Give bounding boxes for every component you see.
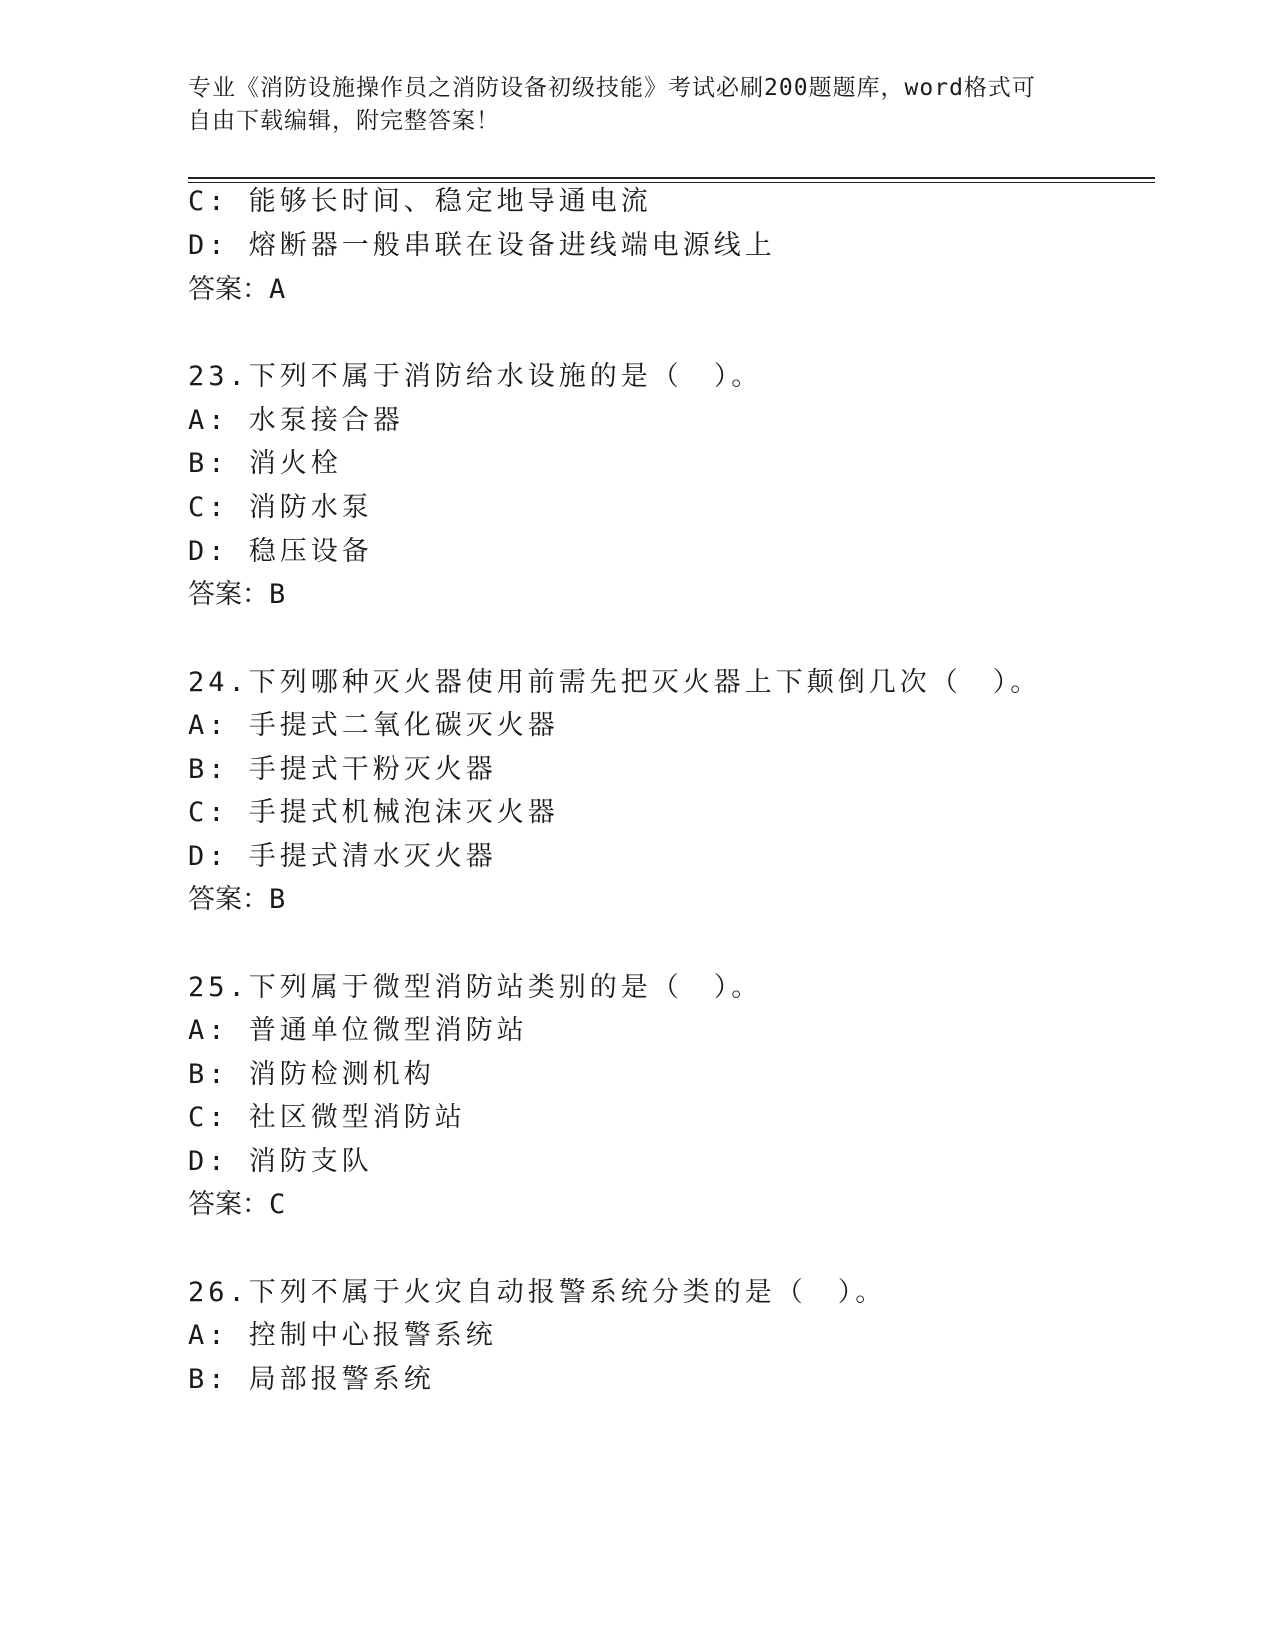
q25-option-b: B: 消防检测机构 bbox=[188, 1059, 435, 1090]
q25-option-c: C: 社区微型消防站 bbox=[188, 1102, 466, 1133]
q23-option-c: C: 消防水泵 bbox=[188, 492, 373, 523]
header-divider-thick bbox=[188, 177, 1155, 179]
q24-stem: 24.下列哪种灭火器使用前需先把灭火器上下颠倒几次（ ）。 bbox=[188, 667, 1042, 698]
q24-option-b: B: 手提式干粉灭火器 bbox=[188, 754, 497, 785]
q24-option-d: D: 手提式清水灭火器 bbox=[188, 841, 497, 872]
answer-label: 答案： bbox=[188, 274, 269, 305]
answer-label: 答案： bbox=[188, 884, 269, 915]
q23-option-d: D: 稳压设备 bbox=[188, 536, 373, 567]
q23-stem: 23.下列不属于消防给水设施的是（ ）。 bbox=[188, 361, 763, 392]
header-title-line-1: 专业《消防设施操作员之消防设备初级技能》考试必刷200题题库，word格式可 bbox=[188, 75, 1036, 101]
q24-option-c: C: 手提式机械泡沫灭火器 bbox=[188, 797, 559, 828]
q25-answer bbox=[188, 1188, 285, 1222]
q26-option-a: A: 控制中心报警系统 bbox=[188, 1320, 497, 1351]
header-divider-thin bbox=[188, 182, 1155, 183]
answer-value: B bbox=[269, 579, 286, 610]
document-header bbox=[188, 72, 1088, 138]
q24-option-a: A: 手提式二氧化碳灭火器 bbox=[188, 710, 559, 741]
answer-value: A bbox=[269, 274, 286, 305]
q23-option-b: B: 消火栓 bbox=[188, 448, 342, 479]
q23-answer bbox=[188, 578, 285, 612]
answer-value: C bbox=[269, 1189, 286, 1220]
answer-label: 答案： bbox=[188, 1189, 269, 1220]
q25-option-d: D: 消防支队 bbox=[188, 1146, 373, 1177]
q22-option-c: C: 能够长时间、稳定地导通电流 bbox=[188, 186, 652, 217]
q25-option-a: A: 普通单位微型消防站 bbox=[188, 1015, 528, 1046]
q22-option-d: D: 熔断器一般串联在设备进线端电源线上 bbox=[188, 230, 776, 261]
q23-option-a: A: 水泵接合器 bbox=[188, 405, 404, 436]
q22-answer bbox=[188, 273, 285, 307]
answer-label: 答案： bbox=[188, 579, 269, 610]
answer-value: B bbox=[269, 884, 286, 915]
q26-option-b: B: 局部报警系统 bbox=[188, 1364, 435, 1395]
q26-stem: 26.下列不属于火灾自动报警系统分类的是（ ）。 bbox=[188, 1277, 887, 1308]
header-title-line-2: 自由下载编辑，附完整答案！ bbox=[188, 108, 500, 134]
q25-stem: 25.下列属于微型消防站类别的是（ ）。 bbox=[188, 972, 763, 1003]
q24-answer bbox=[188, 883, 285, 917]
